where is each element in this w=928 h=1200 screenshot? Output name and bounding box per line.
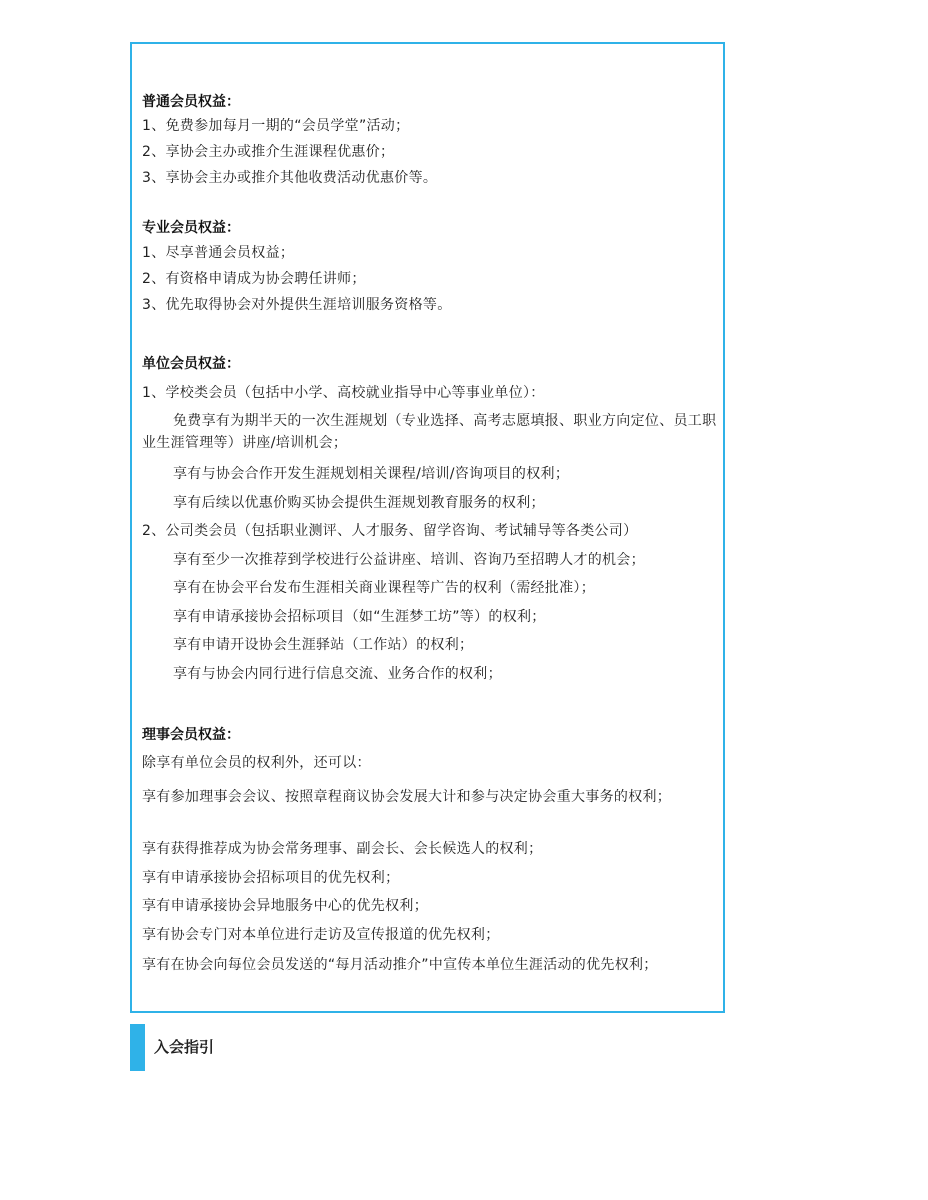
membership-benefits-panel (130, 42, 725, 1013)
professional-benefit-item: 2、有资格申请成为协会聘任讲师； (142, 271, 366, 287)
director-benefit-item: 享有在协会向每位会员发送的“每月活动推介”中宣传本单位生涯活动的优先权利； (142, 957, 658, 973)
director-benefits-title: 理事会员权益： (142, 727, 240, 743)
director-benefit-item: 享有申请承接协会招标项目的优先权利； (142, 870, 400, 886)
school-benefit-item: 免费享有为期半天的一次生涯规划（专业选择、高考志愿填报、职业方向定位、员工职业生涯管理等）讲座/培训机会； (142, 413, 717, 451)
company-benefit-item: 享有与协会内同行进行信息交流、业务合作的权利； (173, 666, 502, 682)
section-accent-bar (130, 1024, 145, 1071)
company-benefit-item: 享有在协会平台发布生涯相关商业课程等广告的权利（需经批准）； (173, 580, 595, 596)
company-members-heading: 2、公司类会员（包括职业测评、人才服务、留学咨询、考试辅导等各类公司） (142, 523, 638, 539)
company-benefit-item: 享有申请开设协会生涯驿站（工作站）的权利； (173, 637, 474, 653)
regular-benefit-item: 3、享协会主办或推介其他收费活动优惠价等。 (142, 170, 438, 186)
director-benefits-intro: 除享有单位会员的权利外，还可以： (142, 755, 371, 771)
regular-benefit-item: 1、免费参加每月一期的“会员学堂”活动； (142, 118, 410, 134)
director-benefit-item: 享有参加理事会会议、按照章程商议协会发展大计和参与决定协会重大事务的权利； (142, 789, 672, 805)
professional-benefits-title: 专业会员权益： (142, 220, 240, 236)
school-benefit-item: 享有与协会合作开发生涯规划相关课程/培训/咨询项目的权利； (173, 466, 570, 482)
professional-benefit-item: 3、优先取得协会对外提供生涯培训服务资格等。 (142, 297, 452, 313)
join-guide-label[interactable]: 入会指引 (154, 1038, 215, 1056)
join-guide-heading[interactable] (130, 1024, 430, 1071)
school-benefit-item: 享有后续以优惠价购买协会提供生涯规划教育服务的权利； (173, 495, 545, 511)
company-benefit-item: 享有申请承接协会招标项目（如“生涯梦工坊”等）的权利； (173, 609, 546, 625)
unit-benefits-title: 单位会员权益： (142, 356, 240, 372)
professional-benefit-item: 1、尽享普通会员权益； (142, 245, 295, 261)
school-members-heading: 1、学校类会员（包括中小学、高校就业指导中心等事业单位）： (142, 385, 545, 401)
director-benefit-item: 享有获得推荐成为协会常务理事、副会长、会长候选人的权利； (142, 841, 543, 857)
company-benefit-item: 享有至少一次推荐到学校进行公益讲座、培训、咨询乃至招聘人才的机会； (173, 552, 645, 568)
regular-benefit-item: 2、享协会主办或推介生涯课程优惠价； (142, 144, 395, 160)
regular-benefits-title: 普通会员权益： (142, 94, 240, 110)
director-benefit-item: 享有协会专门对本单位进行走访及宣传报道的优先权利； (142, 927, 500, 943)
director-benefit-item: 享有申请承接协会异地服务中心的优先权利； (142, 898, 428, 914)
